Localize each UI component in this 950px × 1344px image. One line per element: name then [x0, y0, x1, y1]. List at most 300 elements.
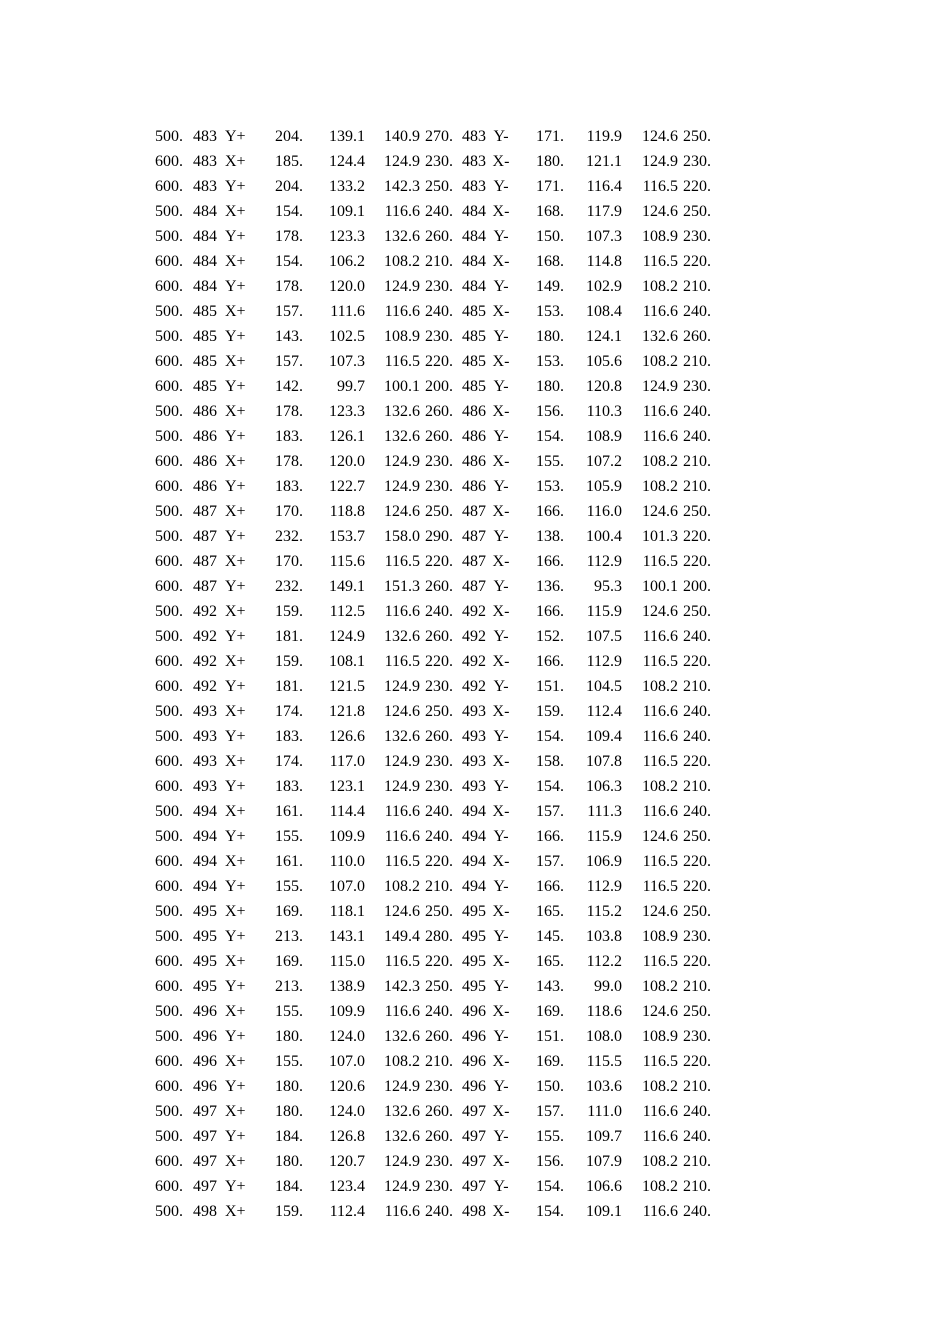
- table-cell: 116.6: [384, 1203, 420, 1220]
- table-cell: 111.6: [330, 303, 365, 320]
- table-row: [155, 424, 711, 449]
- table-cell: 240.: [683, 1203, 711, 1220]
- table-cell: 108.2: [642, 1078, 678, 1095]
- table-cell: 220.: [425, 953, 453, 970]
- table-cell: 116.6: [642, 628, 678, 645]
- table-cell: 126.8: [329, 1128, 365, 1145]
- table-row: [155, 549, 711, 574]
- table-cell: 270.: [425, 128, 453, 145]
- table-cell: 220.: [683, 553, 711, 570]
- table-row: [155, 974, 711, 999]
- table-cell: 230.: [425, 1078, 453, 1095]
- table-row: [155, 1124, 711, 1149]
- table-cell: X-: [492, 503, 510, 520]
- table-cell: 492: [193, 678, 217, 695]
- table-cell: 250.: [683, 1003, 711, 1020]
- table-cell: 112.4: [329, 1203, 365, 1220]
- table-cell: 492: [462, 603, 486, 620]
- table-cell: 116.5: [642, 653, 678, 670]
- table-cell: 157.: [275, 353, 303, 370]
- table-cell: X-: [492, 253, 510, 270]
- table-cell: 487: [462, 503, 486, 520]
- table-cell: 493: [462, 753, 486, 770]
- table-cell: 240.: [425, 203, 453, 220]
- table-cell: 495: [193, 903, 217, 920]
- table-cell: 494: [462, 828, 486, 845]
- table-cell: 495: [462, 978, 486, 995]
- table-cell: Y+: [225, 428, 246, 445]
- table-cell: 100.4: [586, 528, 622, 545]
- table-cell: X+: [225, 753, 246, 770]
- table-cell: 115.2: [586, 903, 622, 920]
- table-cell: 126.6: [329, 728, 365, 745]
- table-cell: 483: [462, 178, 486, 195]
- table-cell: 123.3: [329, 228, 365, 245]
- table-cell: 600.: [155, 1053, 183, 1070]
- table-cell: 500.: [155, 128, 183, 145]
- table-cell: 132.6: [642, 328, 678, 345]
- table-cell: 124.6: [642, 503, 678, 520]
- table-cell: Y+: [225, 378, 246, 395]
- table-cell: 500.: [155, 603, 183, 620]
- table-cell: 116.5: [384, 853, 420, 870]
- table-cell: 102.9: [586, 278, 622, 295]
- table-cell: 120.7: [329, 1153, 365, 1170]
- table-cell: X-: [492, 953, 510, 970]
- table-cell: 124.9: [384, 1178, 420, 1195]
- table-cell: 250.: [683, 903, 711, 920]
- table-cell: Y+: [225, 1028, 246, 1045]
- table-row: [155, 799, 711, 824]
- table-cell: 500.: [155, 928, 183, 945]
- table-cell: 171.: [536, 178, 564, 195]
- table-cell: 132.6: [384, 1103, 420, 1120]
- table-cell: X-: [492, 603, 510, 620]
- table-cell: 107.9: [586, 1153, 622, 1170]
- table-cell: 493: [462, 728, 486, 745]
- table-cell: 108.4: [586, 303, 622, 320]
- table-cell: 220.: [683, 178, 711, 195]
- table-cell: 149.: [536, 278, 564, 295]
- table-cell: 124.6: [642, 128, 678, 145]
- table-cell: Y-: [493, 328, 509, 345]
- table-cell: 112.9: [586, 653, 622, 670]
- table-cell: X-: [492, 1203, 510, 1220]
- table-cell: 184.: [275, 1128, 303, 1145]
- table-cell: 600.: [155, 1153, 183, 1170]
- table-cell: X-: [492, 703, 510, 720]
- table-cell: 230.: [425, 778, 453, 795]
- table-cell: 132.6: [384, 628, 420, 645]
- table-cell: 250.: [425, 503, 453, 520]
- table-cell: 493: [462, 778, 486, 795]
- table-cell: 600.: [155, 153, 183, 170]
- table-cell: 107.5: [586, 628, 622, 645]
- table-cell: 494: [193, 828, 217, 845]
- table-cell: 124.9: [384, 778, 420, 795]
- table-cell: Y-: [493, 578, 509, 595]
- table-cell: 170.: [275, 503, 303, 520]
- table-cell: Y+: [225, 528, 246, 545]
- table-cell: 100.1: [642, 578, 678, 595]
- table-cell: 492: [462, 678, 486, 695]
- table-cell: 114.8: [586, 253, 622, 270]
- table-cell: 133.2: [329, 178, 365, 195]
- table-row: [155, 749, 711, 774]
- table-row: [155, 374, 711, 399]
- table-cell: 140.9: [384, 128, 420, 145]
- table-cell: 116.6: [642, 703, 678, 720]
- table-cell: 484: [462, 203, 486, 220]
- table-cell: 124.9: [384, 453, 420, 470]
- table-cell: 500.: [155, 1203, 183, 1220]
- table-cell: 106.2: [329, 253, 365, 270]
- table-cell: 150.: [536, 1078, 564, 1095]
- table-cell: 116.6: [642, 403, 678, 420]
- table-cell: 120.0: [329, 278, 365, 295]
- table-row: [155, 624, 711, 649]
- table-cell: 151.3: [384, 578, 420, 595]
- table-cell: 496: [462, 1028, 486, 1045]
- table-cell: 178.: [275, 278, 303, 295]
- table-cell: 138.9: [329, 978, 365, 995]
- table-cell: Y-: [493, 728, 509, 745]
- table-cell: 183.: [275, 478, 303, 495]
- table-cell: 485: [462, 378, 486, 395]
- table-cell: 108.2: [642, 678, 678, 695]
- table-cell: 230.: [425, 1153, 453, 1170]
- table-cell: 250.: [425, 903, 453, 920]
- table-cell: 600.: [155, 853, 183, 870]
- table-cell: 180.: [536, 153, 564, 170]
- table-cell: 180.: [275, 1103, 303, 1120]
- table-cell: 486: [462, 478, 486, 495]
- table-cell: Y-: [493, 878, 509, 895]
- table-cell: 121.1: [586, 153, 622, 170]
- table-cell: 485: [462, 353, 486, 370]
- table-cell: 116.5: [642, 178, 678, 195]
- table-cell: 124.9: [384, 1078, 420, 1095]
- table-cell: 497: [193, 1103, 217, 1120]
- table-cell: Y-: [493, 628, 509, 645]
- table-cell: 112.4: [586, 703, 622, 720]
- table-cell: 497: [462, 1103, 486, 1120]
- table-cell: 124.9: [384, 478, 420, 495]
- table-row: [155, 499, 711, 524]
- table-row: [155, 574, 711, 599]
- table-cell: 105.9: [586, 478, 622, 495]
- table-cell: 157.: [275, 303, 303, 320]
- table-cell: 500.: [155, 628, 183, 645]
- table-cell: 149.1: [329, 578, 365, 595]
- table-cell: 240.: [683, 703, 711, 720]
- table-cell: 166.: [536, 878, 564, 895]
- table-cell: 210.: [683, 453, 711, 470]
- table-cell: 124.0: [329, 1103, 365, 1120]
- table-cell: Y+: [225, 728, 246, 745]
- table-cell: 136.: [536, 578, 564, 595]
- table-cell: 240.: [425, 1003, 453, 1020]
- table-cell: 111.0: [587, 1103, 622, 1120]
- table-cell: 260.: [425, 1103, 453, 1120]
- table-cell: 250.: [425, 978, 453, 995]
- table-cell: 200.: [683, 578, 711, 595]
- table-cell: X+: [225, 453, 246, 470]
- table-cell: 157.: [536, 1103, 564, 1120]
- table-cell: 171.: [536, 128, 564, 145]
- table-cell: 108.2: [642, 778, 678, 795]
- table-cell: 500.: [155, 1103, 183, 1120]
- table-cell: 250.: [425, 178, 453, 195]
- table-cell: 116.4: [586, 178, 622, 195]
- table-cell: 123.1: [329, 778, 365, 795]
- table-cell: 487: [462, 578, 486, 595]
- table-cell: 240.: [683, 1103, 711, 1120]
- table-cell: 486: [193, 403, 217, 420]
- table-cell: 240.: [683, 303, 711, 320]
- table-cell: 155.: [275, 878, 303, 895]
- table-cell: 108.2: [642, 353, 678, 370]
- table-cell: 124.6: [642, 1003, 678, 1020]
- table-cell: 240.: [683, 1128, 711, 1145]
- table-cell: 155.: [275, 1053, 303, 1070]
- table-row: [155, 349, 711, 374]
- table-cell: X+: [225, 153, 246, 170]
- table-cell: 240.: [683, 628, 711, 645]
- table-cell: 230.: [683, 228, 711, 245]
- table-cell: 116.5: [642, 1053, 678, 1070]
- table-cell: Y+: [225, 228, 246, 245]
- table-cell: 240.: [425, 1203, 453, 1220]
- table-cell: 486: [193, 453, 217, 470]
- table-cell: 126.1: [329, 428, 365, 445]
- table-cell: 168.: [536, 253, 564, 270]
- table-cell: 150.: [536, 228, 564, 245]
- table-cell: Y-: [493, 128, 509, 145]
- table-cell: 496: [193, 1078, 217, 1095]
- table-cell: 230.: [683, 1028, 711, 1045]
- table-cell: 484: [462, 228, 486, 245]
- table-row: [155, 124, 711, 149]
- table-cell: 232.: [275, 578, 303, 595]
- table-cell: 185.: [275, 153, 303, 170]
- table-cell: X+: [225, 303, 246, 320]
- table-cell: 493: [193, 728, 217, 745]
- table-cell: 230.: [683, 153, 711, 170]
- table-row: [155, 724, 711, 749]
- table-cell: 178.: [275, 403, 303, 420]
- table-cell: 100.1: [384, 378, 420, 395]
- table-cell: 156.: [536, 1153, 564, 1170]
- table-cell: 108.0: [586, 1028, 622, 1045]
- table-cell: 99.7: [337, 378, 365, 395]
- table-cell: 124.6: [642, 203, 678, 220]
- table-cell: 120.0: [329, 453, 365, 470]
- table-cell: 494: [462, 803, 486, 820]
- table-cell: 494: [193, 878, 217, 895]
- table-cell: X+: [225, 503, 246, 520]
- table-cell: 116.5: [384, 553, 420, 570]
- table-cell: 485: [193, 378, 217, 395]
- table-cell: 483: [462, 153, 486, 170]
- table-cell: 159.: [275, 1203, 303, 1220]
- table-cell: 132.6: [384, 428, 420, 445]
- table-cell: 154.: [275, 253, 303, 270]
- table-row: [155, 999, 711, 1024]
- table-cell: 114.4: [329, 803, 365, 820]
- table-cell: 158.: [536, 753, 564, 770]
- table-cell: 210.: [425, 253, 453, 270]
- table-cell: 181.: [275, 628, 303, 645]
- table-cell: 112.2: [586, 953, 622, 970]
- table-cell: Y-: [493, 1178, 509, 1195]
- table-cell: 169.: [536, 1003, 564, 1020]
- table-cell: X+: [225, 603, 246, 620]
- table-row: [155, 949, 711, 974]
- table-cell: 155.: [536, 1128, 564, 1145]
- table-cell: 600.: [155, 453, 183, 470]
- table-cell: 487: [193, 503, 217, 520]
- table-cell: 497: [193, 1178, 217, 1195]
- table-cell: 106.3: [586, 778, 622, 795]
- table-row: [155, 649, 711, 674]
- table-cell: 99.0: [594, 978, 622, 995]
- table-cell: 153.: [536, 303, 564, 320]
- table-cell: Y-: [493, 228, 509, 245]
- table-cell: 497: [193, 1128, 217, 1145]
- table-cell: 500.: [155, 203, 183, 220]
- table-cell: 155.: [275, 828, 303, 845]
- table-cell: 500.: [155, 728, 183, 745]
- table-cell: 115.6: [329, 553, 365, 570]
- table-cell: 230.: [425, 678, 453, 695]
- table-cell: 159.: [536, 703, 564, 720]
- table-cell: 169.: [275, 953, 303, 970]
- table-cell: 152.: [536, 628, 564, 645]
- table-cell: 486: [462, 453, 486, 470]
- table-cell: 600.: [155, 253, 183, 270]
- table-cell: 116.6: [642, 303, 678, 320]
- table-cell: X+: [225, 803, 246, 820]
- table-cell: 494: [193, 853, 217, 870]
- table-cell: 155.: [275, 1003, 303, 1020]
- table-cell: 210.: [683, 353, 711, 370]
- table-cell: 487: [462, 528, 486, 545]
- table-cell: 108.9: [586, 428, 622, 445]
- table-cell: 124.6: [642, 828, 678, 845]
- table-cell: 484: [193, 253, 217, 270]
- table-cell: 166.: [536, 553, 564, 570]
- table-cell: 159.: [275, 653, 303, 670]
- table-cell: 111.3: [587, 803, 622, 820]
- table-cell: 138.: [536, 528, 564, 545]
- table-cell: 498: [462, 1203, 486, 1220]
- table-cell: Y-: [493, 478, 509, 495]
- table-cell: 183.: [275, 778, 303, 795]
- table-cell: 124.4: [329, 153, 365, 170]
- table-row: [155, 324, 711, 349]
- table-cell: 600.: [155, 478, 183, 495]
- table-cell: 184.: [275, 1178, 303, 1195]
- table-cell: 165.: [536, 953, 564, 970]
- table-cell: 116.6: [642, 803, 678, 820]
- table-cell: 500.: [155, 428, 183, 445]
- table-cell: 600.: [155, 653, 183, 670]
- table-cell: 124.9: [384, 278, 420, 295]
- table-cell: 485: [462, 303, 486, 320]
- table-cell: 180.: [275, 1028, 303, 1045]
- table-cell: 180.: [536, 378, 564, 395]
- table-row: [155, 1199, 711, 1224]
- table-cell: 240.: [425, 303, 453, 320]
- table-cell: Y+: [225, 878, 246, 895]
- table-cell: 496: [462, 1003, 486, 1020]
- table-cell: X+: [225, 1003, 246, 1020]
- table-cell: 500.: [155, 528, 183, 545]
- table-cell: 115.9: [586, 828, 622, 845]
- table-cell: 124.9: [329, 628, 365, 645]
- table-cell: 178.: [275, 228, 303, 245]
- table-cell: 220.: [683, 653, 711, 670]
- table-cell: 484: [193, 203, 217, 220]
- table-cell: 250.: [683, 603, 711, 620]
- table-cell: 500.: [155, 1128, 183, 1145]
- table-cell: 132.6: [384, 403, 420, 420]
- table-cell: 121.5: [329, 678, 365, 695]
- table-cell: 124.9: [384, 753, 420, 770]
- table-cell: X-: [492, 853, 510, 870]
- table-cell: 116.6: [384, 303, 420, 320]
- table-cell: 213.: [275, 978, 303, 995]
- table-cell: 600.: [155, 1078, 183, 1095]
- table-cell: 108.9: [384, 328, 420, 345]
- table-cell: X+: [225, 853, 246, 870]
- table-cell: 123.4: [329, 1178, 365, 1195]
- table-cell: 485: [193, 328, 217, 345]
- table-cell: 250.: [683, 503, 711, 520]
- table-cell: Y-: [493, 978, 509, 995]
- table-cell: X+: [225, 1103, 246, 1120]
- table-cell: 124.6: [642, 603, 678, 620]
- table-cell: 112.5: [329, 603, 365, 620]
- table-row: [155, 199, 711, 224]
- table-cell: 500.: [155, 328, 183, 345]
- table-cell: 142.: [275, 378, 303, 395]
- table-cell: Y+: [225, 478, 246, 495]
- table-cell: 213.: [275, 928, 303, 945]
- table-cell: 483: [193, 178, 217, 195]
- table-cell: 240.: [683, 428, 711, 445]
- table-cell: 116.6: [642, 1203, 678, 1220]
- table-cell: 210.: [683, 278, 711, 295]
- table-cell: 108.9: [642, 928, 678, 945]
- table-row: [155, 274, 711, 299]
- table-cell: 493: [193, 703, 217, 720]
- table-cell: X-: [492, 303, 510, 320]
- table-cell: 116.5: [642, 853, 678, 870]
- table-cell: 183.: [275, 428, 303, 445]
- table-cell: 487: [193, 553, 217, 570]
- table-cell: 495: [193, 928, 217, 945]
- table-cell: 157.: [536, 803, 564, 820]
- table-cell: 230.: [683, 928, 711, 945]
- table-row: [155, 874, 711, 899]
- table-cell: Y-: [493, 678, 509, 695]
- table-cell: 116.6: [642, 1128, 678, 1145]
- table-cell: 494: [462, 853, 486, 870]
- table-cell: 116.6: [642, 1103, 678, 1120]
- table-cell: 169.: [536, 1053, 564, 1070]
